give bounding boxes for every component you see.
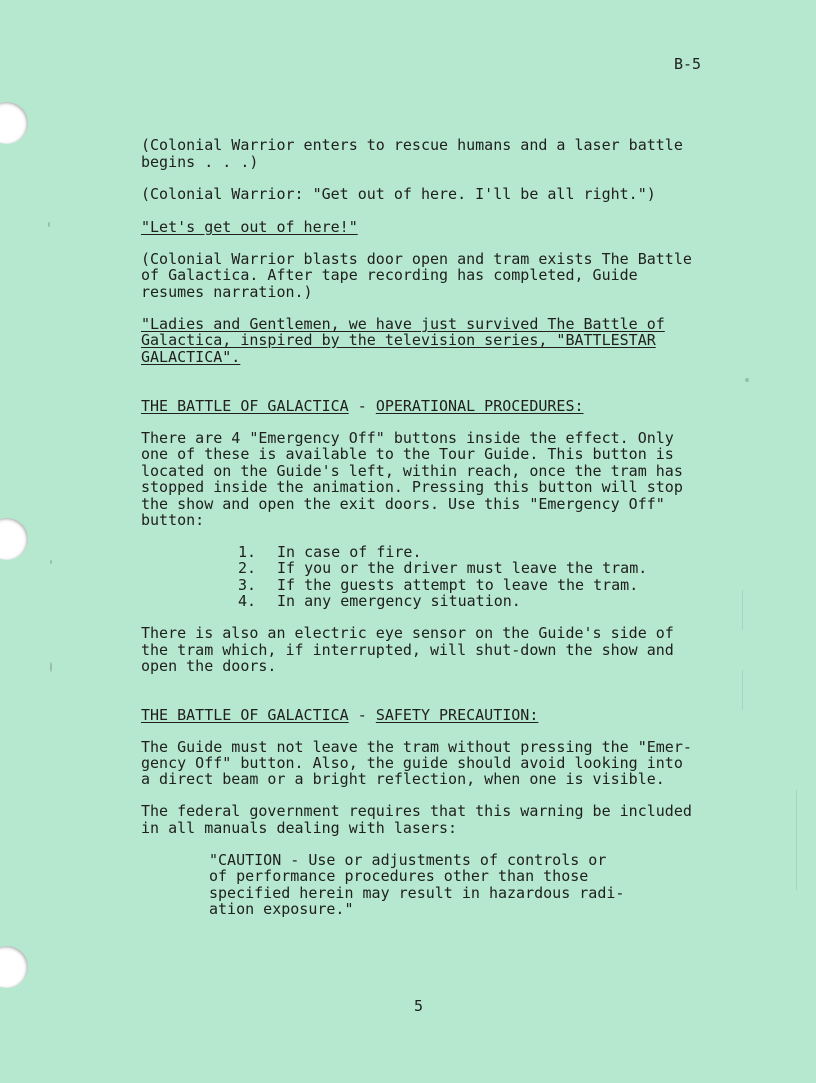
script-paragraph-line: begins . . .) [141,153,259,171]
script-paragraph-line: resumes narration.) [141,283,313,301]
scan-speck [50,662,52,672]
scan-line [742,670,743,710]
script-paragraph-line: of Galactica. After tape recording has completed, Guide [141,266,638,284]
section-heading-separator: - [348,706,376,724]
body-line: open the doors. [141,657,277,675]
body-line: one of these is available to the Tour Guide. This button is [141,445,674,463]
scan-speck [50,560,52,564]
caution-line: specified herein may result in hazardous radi- [209,884,625,902]
section-heading-subtitle: OPERATIONAL PROCEDURES: [375,397,584,415]
script-paragraph-line: (Colonial Warrior enters to rescue humans and a laser battle [141,136,683,154]
script-paragraph-line: (Colonial Warrior blasts door open and tram exists The Battle [141,250,692,268]
scan-line [742,590,743,630]
section-heading-subtitle: SAFETY PRECAUTION: [375,706,539,724]
list-item-number: 2. [238,559,257,577]
body-line: There is also an electric eye sensor on the Guide's side of [141,624,674,642]
section-heading-operational [141,398,584,415]
body-line: There are 4 "Emergency Off" buttons inside the effect. Only [141,429,674,447]
narration-quote-line: GALACTICA". [141,348,241,366]
body-line: The Guide must not leave the tram without pressing the "Emer- [141,738,692,756]
caution-line: "CAUTION - Use or adjustments of controls or [209,851,607,869]
punch-hole-middle [0,518,28,560]
body-line: a direct beam or a bright reflection, when one is visible. [141,770,665,788]
punch-hole-top [0,102,28,144]
list-item-text: In any emergency situation. [277,592,521,610]
body-line: located on the Guide's left, within reach, once the tram has [141,462,683,480]
list-item-text: In case of fire. [277,543,422,561]
list-item-text: If the guests attempt to leave the tram. [277,576,639,594]
body-line: stopped inside the animation. Pressing this button will stop [141,478,683,496]
body-line: the show and open the exit doors. Use this "Emergency Off" [141,495,665,513]
caution-line: ation exposure." [209,900,354,918]
scan-speck [48,222,50,227]
script-quote: "Let's get out of here!" [141,218,358,236]
narration-quote-line: "Ladies and Gentlemen, we have just survived The Battle of [141,315,665,333]
body-line: The federal government requires that this warning be included [141,802,692,820]
list-item-number: 1. [238,543,257,561]
body-line: button: [141,511,205,529]
scan-speck [745,378,749,382]
section-heading-separator: - [348,397,376,415]
list-item-number: 3. [238,576,257,594]
page-number: 5 [414,997,424,1015]
page-code: B-5 [674,55,702,73]
section-heading-title: THE BATTLE OF GALACTICA [141,706,349,724]
punch-hole-bottom [0,946,28,988]
list-item-number: 4. [238,592,257,610]
body-line: in all manuals dealing with lasers: [141,819,458,837]
caution-line: of performance procedures other than those [209,867,589,885]
section-heading-title: THE BATTLE OF GALACTICA [141,397,349,415]
body-line: the tram which, if interrupted, will shut-down the show and [141,641,674,659]
narration-quote-line: Galactica, inspired by the television series, "BATTLESTAR [141,331,656,349]
section-heading-safety [141,707,538,724]
script-dialogue: (Colonial Warrior: "Get out of here. I'll be all right.") [141,185,656,203]
body-line: gency Off" button. Also, the guide should avoid looking into [141,754,683,772]
scan-line [796,790,797,890]
list-item-text: If you or the driver must leave the tram. [277,559,648,577]
